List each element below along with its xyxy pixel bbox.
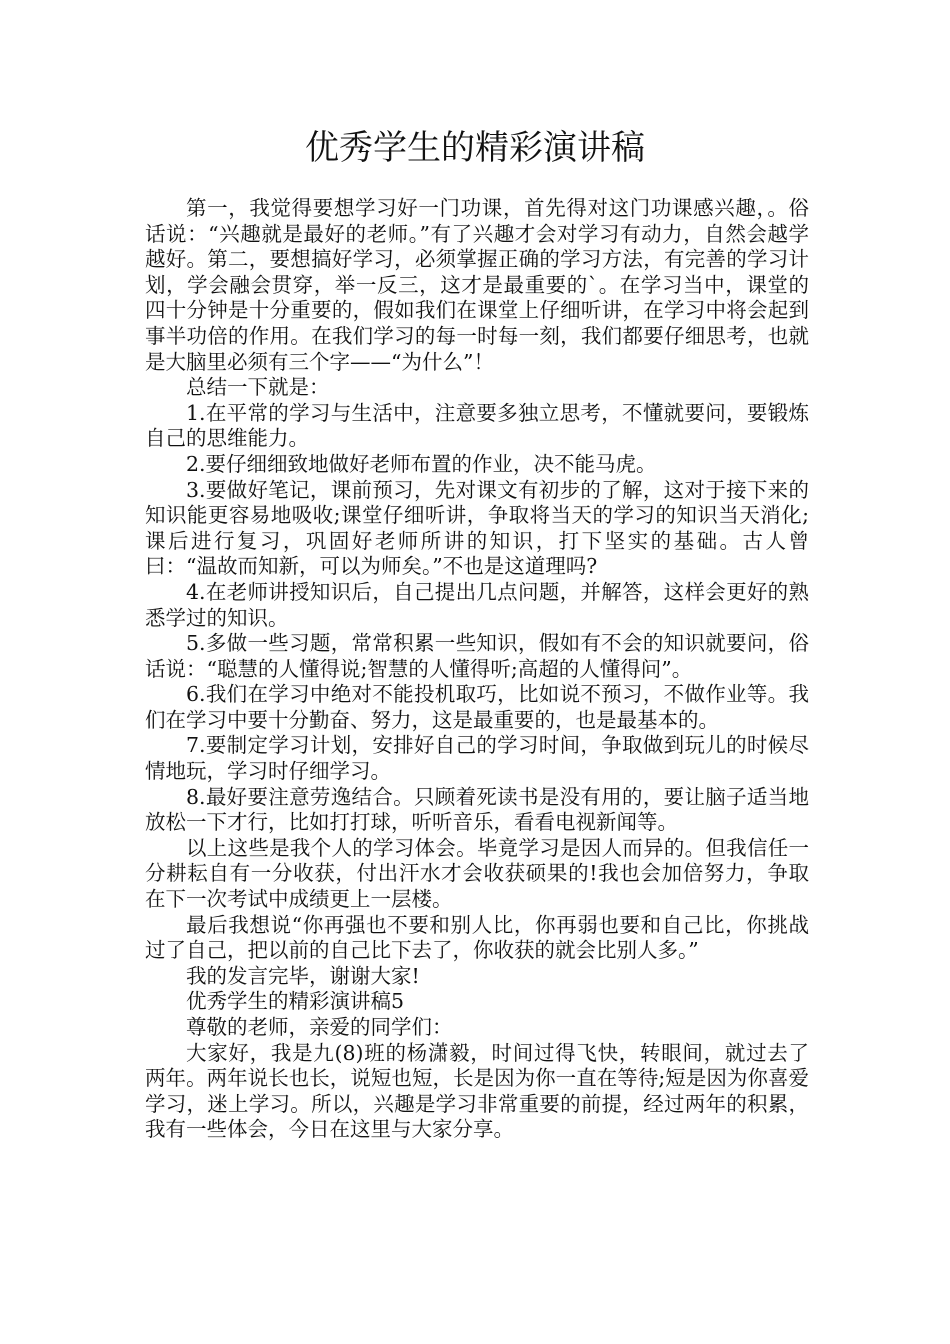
body-paragraph: 总结一下就是： (186, 375, 330, 400)
section-heading: 优秀学生的精彩演讲稿5 (186, 989, 405, 1014)
body-paragraph: 以上这些是我个人的学习体会。毕竟学习是因人而异的。但我信任一分耕耘自有一分收获，付出汗水才会收获硕果的!我也会加倍努力，争取在下一次考试中成绩更上一层楼。 (145, 835, 809, 912)
salutation: 尊敬的老师，亲爱的同学们： (186, 1015, 453, 1039)
list-item-7: 7.要制定学习计划，安排好自己的学习时间，争取做到玩儿的时候尽情地玩，学习时仔细学习。 (145, 733, 809, 784)
body-paragraph: 大家好，我是九(8)班的杨潇毅，时间过得飞快，转眼间，就过去了两年。两年说长也长，说短也短，长是因为你一直在等待;短是因为你喜爱学习，迷上学习。所以，兴趣是学习非常重要的前提，经过两年的积累，我有一些体会，今日在这里与大家分享。 (145, 1040, 809, 1142)
closing-line: 我的发言完毕，谢谢大家! (186, 963, 420, 988)
list-item-6: 6.我们在学习中绝对不能投机取巧，比如说不预习，不做作业等。我们在学习中要十分勤奋、努力，这是最重要的，也是最基本的。 (145, 682, 809, 732)
body-paragraph: 最后我想说“你再强也不要和别人比，你再弱也要和自己比，你挑战过了自己，把以前的自己比下去了，你收获的就会比别人多。” (145, 912, 809, 963)
list-item-1: 1.在平常的学习与生活中，注意要多独立思考，不懂就要问，要锻炼自己的思维能力。 (145, 400, 809, 451)
document-body (145, 196, 809, 1143)
list-item-3: 3.要做好笔记，课前预习，先对课文有初步的了解，这对于接下来的知识能更容易地吸收;课堂仔细听讲，争取将当天的学习的知识当天消化;课后进行复习，巩固好老师所讲的知识，打下坚实的基础。古人曾曰：“温故而知新，可以为师矣。”不也是这道理吗? (145, 477, 809, 579)
list-item-4: 4.在老师讲授知识后，自己提出几点问题，并解答，这样会更好的熟悉学过的知识。 (145, 579, 809, 630)
list-item-5: 5.多做一些习题，常常积累一些知识，假如有不会的知识就要问，俗话说：“聪慧的人懂得说;智慧的人懂得听;高超的人懂得问”。 (145, 631, 809, 681)
document-title: 优秀学生的精彩演讲稿 (305, 128, 645, 168)
body-paragraph: 第一，我觉得要想学习好一门功课，首先得对这门功课感兴趣，。俗话说：“兴趣就是最好的老师。”有了兴趣才会对学习有动力，自然会越学越好。第二，要想搞好学习，必须掌握正确的学习方法，有完善的学习计划，学会融会贯穿，举一反三，这才是最重要的`。在学习当中，课堂的四十分钟是十分重要的，假如我们在课堂上仔细听讲，在学习中将会起到事半功倍的作用。在我们学习的每一时每一刻，我们都要仔细思考，也就是大脑里必须有三个字——“为什么”！ (145, 196, 809, 374)
list-item-2: 2.要仔细细致地做好老师布置的作业，决不能马虎。 (186, 451, 657, 476)
list-item-8: 8.最好要注意劳逸结合。只顾着死读书是没有用的，要让脑子适当地放松一下才行，比如打打球，听听音乐，看看电视新闻等。 (145, 784, 809, 835)
